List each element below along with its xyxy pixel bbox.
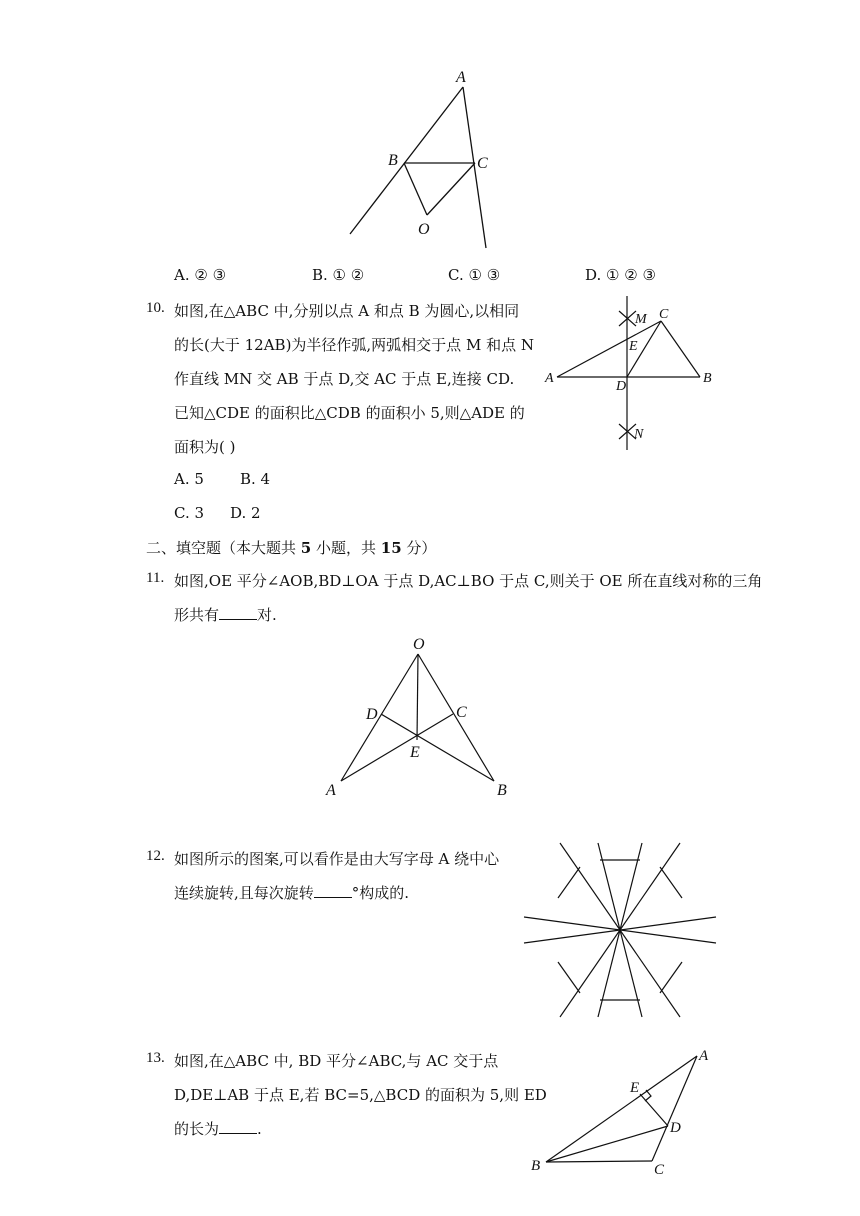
q13-label-d: D bbox=[670, 1120, 681, 1136]
q11-label-d: D bbox=[366, 706, 378, 723]
q10-label-n: N bbox=[634, 427, 644, 442]
q9-label-a: A bbox=[456, 69, 466, 86]
q11-line-1: 如图,OE 平分∠AOB,BD⊥OA 于点 D,AC⊥BO 于点 C,则关于 OE 所在直线对称的三角 bbox=[174, 572, 763, 590]
q10-label-m: M bbox=[635, 312, 647, 327]
q9-option-c: C. ① ③ bbox=[448, 266, 501, 284]
q9-label-c: C bbox=[477, 155, 488, 172]
q10-label-d: D bbox=[616, 379, 627, 394]
section-2-heading: 二、填空题（本大题共 5 小题，共 15 分） bbox=[146, 539, 437, 557]
q10-option-b: B. 4 bbox=[240, 470, 271, 488]
q13-label-c: C bbox=[654, 1162, 665, 1178]
q13-label-e: E bbox=[630, 1080, 640, 1096]
q13-label-b: B bbox=[531, 1158, 541, 1174]
q12-line-2: 连续旋转,且每次旋转 °构成的. bbox=[174, 884, 410, 902]
q10-option-d: D. 2 bbox=[230, 504, 261, 522]
q10-option-c: C. 3 bbox=[174, 504, 205, 522]
q11-label-b: B bbox=[497, 782, 507, 799]
q10-label-a: A bbox=[545, 371, 554, 386]
q12-number: 12. bbox=[146, 848, 165, 864]
q9-label-b: B bbox=[388, 152, 398, 169]
q10-label-e: E bbox=[629, 339, 638, 354]
q10-number: 10. bbox=[146, 300, 165, 316]
q10-line-3: 作直线 MN 交 AB 于点 D,交 AC 于点 E,连接 CD. bbox=[174, 370, 515, 388]
q9-option-b: B. ① ② bbox=[312, 266, 365, 284]
q9-option-d: D. ① ② ③ bbox=[585, 266, 656, 284]
q13-line-2: D,DE⊥AB 于点 E,若 BC=5,△BCD 的面积为 5,则 ED bbox=[174, 1086, 547, 1104]
q11-label-a: A bbox=[326, 782, 336, 799]
q13-line-1: 如图,在△ABC 中, BD 平分∠ABC,与 AC 交于点 bbox=[174, 1052, 499, 1070]
q11-label-o: O bbox=[413, 636, 425, 653]
q11-label-c: C bbox=[456, 704, 467, 721]
q11-number: 11. bbox=[146, 570, 165, 586]
q12-line-1: 如图所示的图案,可以看作是由大写字母 A 绕中心 bbox=[174, 850, 500, 868]
q10-line-4: 已知△CDE 的面积比△CDB 的面积小 5,则△ADE 的 bbox=[174, 404, 525, 422]
q10-label-b: B bbox=[703, 371, 712, 386]
q10-line-1: 如图,在△ABC 中,分别以点 A 和点 B 为圆心,以相同 bbox=[174, 302, 520, 320]
q11-label-e: E bbox=[410, 744, 420, 761]
q13-line-3: 的长为 . bbox=[174, 1120, 262, 1138]
q9-option-a: A. ② ③ bbox=[174, 266, 227, 284]
q13-label-a: A bbox=[699, 1048, 709, 1064]
q10-label-c: C bbox=[659, 307, 669, 322]
q13-number: 13. bbox=[146, 1050, 165, 1066]
q10-option-a: A. 5 bbox=[174, 470, 204, 488]
q11-line-2: 形共有 对. bbox=[174, 606, 277, 624]
q9-label-o: O bbox=[418, 221, 430, 238]
q10-line-5: 面积为( ) bbox=[174, 438, 236, 456]
q10-line-2: 的长(大于 12AB)为半径作弧,两弧相交于点 M 和点 N bbox=[174, 336, 534, 354]
